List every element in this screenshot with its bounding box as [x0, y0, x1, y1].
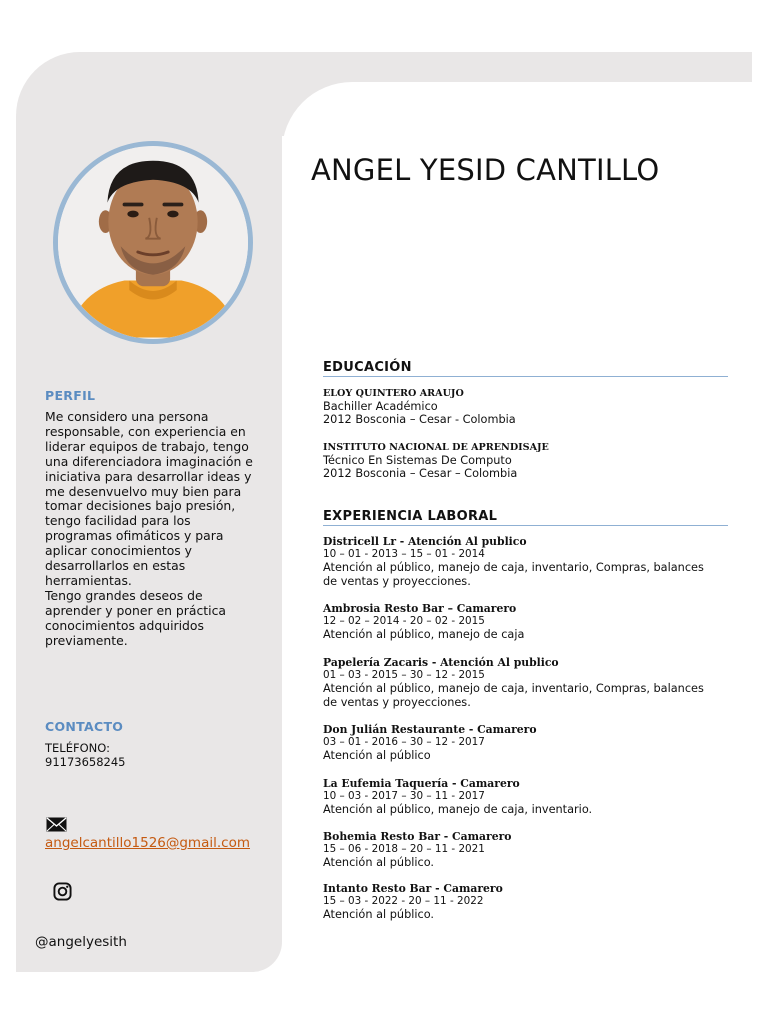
experience-item	[323, 723, 728, 763]
experience-item	[323, 777, 728, 817]
experience-item	[323, 535, 728, 588]
education-detail: 2012 Bosconia – Cesar - Colombia	[323, 413, 516, 427]
job-title: La Eufemia Taquería - Camarero	[323, 777, 520, 790]
profile-summary	[45, 410, 270, 649]
job-dates: 15 – 06 - 2018 – 20 – 11 - 2021	[323, 843, 485, 855]
job-description: Atención al público.	[323, 908, 435, 922]
experience-heading: EXPERIENCIA LABORAL	[323, 509, 728, 526]
job-title: Bohemia Resto Bar - Camarero	[323, 830, 512, 843]
job-dates: 15 – 03 - 2022 - 20 – 11 - 2022	[323, 895, 484, 907]
instagram-handle: @angelyesith	[35, 934, 127, 950]
job-dates: 10 – 03 - 2017 – 30 – 11 - 2017	[323, 790, 485, 802]
education-heading: EDUCACIÓN	[323, 360, 728, 377]
candidate-name: ANGEL YESID CANTILLO	[311, 153, 660, 187]
job-title: Don Julián Restaurante - Camarero	[323, 723, 537, 736]
education-detail: 2012 Bosconia – Cesar – Colombia	[323, 467, 518, 481]
education-degree: Técnico En Sistemas De Computo	[323, 454, 512, 467]
profile-heading: PERFIL	[45, 388, 96, 403]
instagram-icon[interactable]	[53, 882, 72, 901]
job-description: Atención al público.	[323, 856, 435, 870]
email-link[interactable]: angelcantillo1526@gmail.com	[45, 835, 250, 851]
experience-item	[323, 882, 728, 922]
envelope-icon	[46, 817, 67, 832]
education-item	[323, 441, 728, 481]
job-dates: 01 – 03 - 2015 – 30 – 12 - 2015	[323, 669, 485, 681]
job-dates: 03 – 01 - 2016 – 30 – 12 - 2017	[323, 736, 485, 748]
job-title: Districell Lr - Atención Al publico	[323, 535, 527, 548]
job-description: Atención al público, manejo de caja, inventario, Compras, balances de ventas y proyecciones.	[323, 561, 704, 588]
experience-item	[323, 830, 728, 870]
education-item	[323, 387, 728, 427]
phone-label: TELÉFONO:	[45, 741, 110, 755]
job-title: Papelería Zacaris - Atención Al publico	[323, 656, 559, 669]
experience-item	[323, 656, 728, 709]
education-institution: ELOY QUINTERO ARAUJO	[323, 388, 464, 399]
job-description: Atención al público, manejo de caja, inventario, Compras, balances de ventas y proyecciones.	[323, 682, 704, 709]
job-description: Atención al público, manejo de caja, inventario.	[323, 803, 593, 817]
job-description: Atención al público	[323, 749, 431, 763]
job-dates: 12 – 02 – 2014 - 20 – 02 - 2015	[323, 615, 485, 627]
profile-photo	[53, 141, 253, 344]
contact-heading: CONTACTO	[45, 719, 124, 734]
phone-number: 91173658245	[45, 755, 126, 769]
job-title: Ambrosia Resto Bar – Camarero	[323, 602, 517, 615]
experience-item	[323, 602, 728, 642]
job-dates: 10 – 01 - 2013 – 15 – 01 - 2014	[323, 548, 485, 560]
job-description: Atención al público, manejo de caja	[323, 628, 525, 642]
job-title: Intanto Resto Bar - Camarero	[323, 882, 503, 895]
education-degree: Bachiller Académico	[323, 400, 438, 413]
education-institution: INSTITUTO NACIONAL DE APRENDISAJE	[323, 442, 549, 453]
profile-text: Me considero una persona responsable, con experiencia en liderar equipos de trabajo, tengo una diferenciadora imaginación e iniciativa para desarrollar ideas y me desenvuelvo muy bien para tomar decisiones bajo presión, tengo facilidad para los programas ofimáticos y para aplicar conocimientos y desarrollarlos en estas herramientas. Tengo grandes deseos de aprender y poner en práctica conocimientos adquiridos previamente.	[45, 409, 253, 648]
